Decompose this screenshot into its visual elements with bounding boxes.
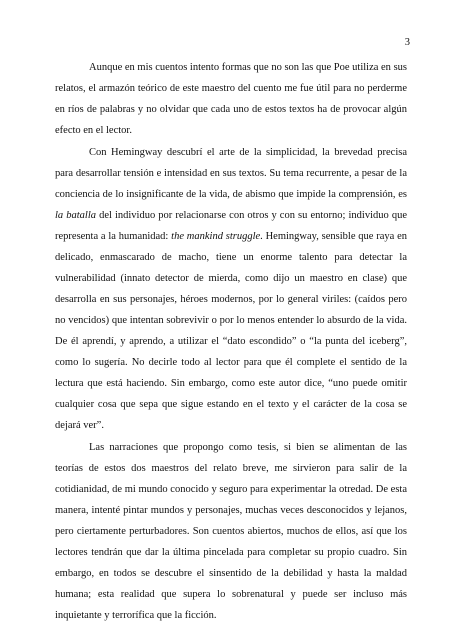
italic-phrase: la batalla — [55, 210, 96, 221]
paragraph-text: Aunque en mis cuentos intento formas que no son las que Poe utiliza en sus relatos, el armazón teórico de este maestro del cuento me fue útil para no perderme en ríos de palabras y no olvidar que cada uno de estos textos ha de provocar algún efecto en el lector. — [55, 62, 407, 136]
paragraph-text: . Hemingway, sensible que raya en delicado, enmascarado de macho, tiene un enorme talento para detectar la vulnerabilidad (innato detector de mierda, como dijo un maestro en clase) que desarrolla en sus personajes, héroes modernos, por lo general viriles: (caídos pero no vencidos) que intentan sobrevivir o por lo menos entender lo absurdo de la vida. De él aprendí, y aprendo, a utilizar el “dato escondido” o “la punta del iceberg”, como lo sugería. No decirle todo al lector para que él complete el sentido de la lectura que está haciendo. Sin embargo, como este autor dice, “uno puede omitir cualquier cosa que sepa que sigue estando en el texto y el carácter de la cosa se dejará ver”. — [55, 231, 408, 431]
paragraph-text: Las narraciones que propongo como tesis, si bien se alimentan de las teorías de estos dos maestros del relato breve, me sirvieron para salir de la cotidianidad, de mi mundo conocido y seguro para experimentar la otredad. De esta manera, intenté pintar mundos y personajes, muchas veces desconocidos y lejanos, pero ciertamente perturbadores. Son cuentos abiertos, muchos de ellos, así que los lectores tendrán que dar la última pincelada para completar su propio cuadro. Sin embargo, en todos se descubre el sinsentido de la debilidad y hasta la maldad humana; esta realidad que supera lo sobrenatural y puede ser incluso más inquietante y terrorífica que la ficción. — [55, 442, 407, 621]
paragraph-text: Con Hemingway descubrí el arte de la simplicidad, la brevedad precisa para desarrollar tensión e intensidad en sus textos. Su tema recurrente, a pesar de la conciencia de lo insignificante de la vida, de abismo que impide la comprensión, es — [55, 147, 407, 200]
paragraph-text: del individuo por relacionarse con otros y con su entorno; individuo que representa a la humanidad: — [55, 210, 407, 242]
paragraph-poe — [55, 57, 407, 141]
italic-phrase: the mankind struggle — [171, 231, 261, 242]
body-text — [55, 57, 407, 627]
page-number: 3 — [404, 37, 410, 48]
paragraph-hemingway — [55, 142, 407, 436]
paragraph-thesis — [55, 437, 407, 626]
